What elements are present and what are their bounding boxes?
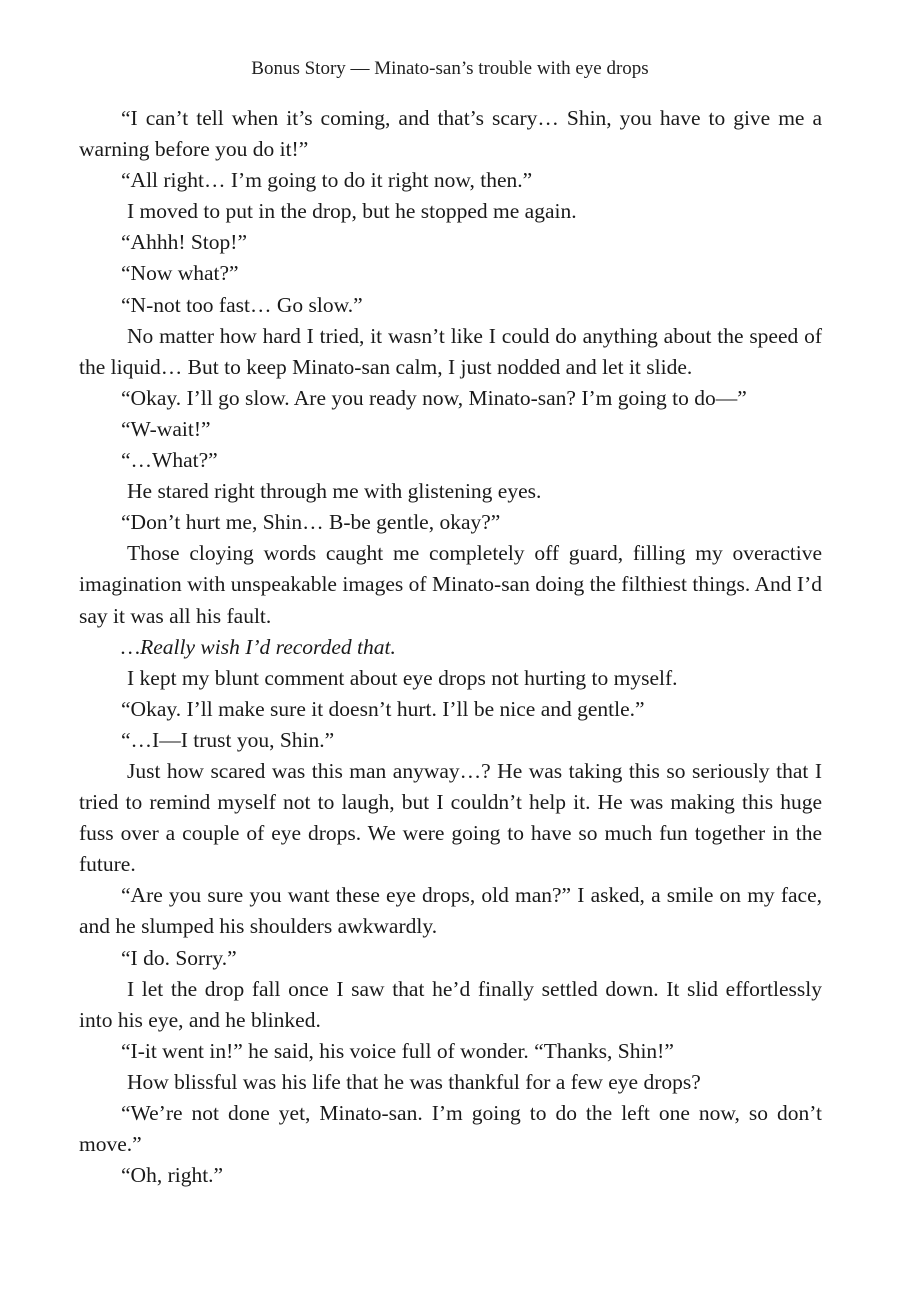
paragraph: He stared right through me with glistening eyes. bbox=[127, 479, 542, 504]
paragraph: “…What?” bbox=[121, 448, 218, 473]
paragraph: No matter how hard I tried, it wasn’t like I could do anything about the speed of the liquid… But to keep Minato-san calm, I just nodded and let it slide. bbox=[79, 323, 822, 379]
paragraph: “I do. Sorry.” bbox=[121, 945, 237, 970]
paragraph: “Okay. I’ll go slow. Are you ready now, Minato-san? I’m going to do—” bbox=[121, 385, 747, 410]
paragraph: “Okay. I’ll make sure it doesn’t hurt. I’ll be nice and gentle.” bbox=[121, 696, 645, 721]
paragraph: Those cloying words caught me completely off guard, filling my overactive imagination with unspeakable images of Minato-san doing the filthiest things. And I’d say it was all his fault. bbox=[79, 541, 822, 628]
paragraph: “…I—I trust you, Shin.” bbox=[121, 727, 335, 752]
paragraph: “Now what?” bbox=[121, 261, 239, 286]
paragraph: “Oh, right.” bbox=[121, 1163, 224, 1188]
paragraph: I moved to put in the drop, but he stopped me again. bbox=[127, 199, 577, 224]
paragraph: “Are you sure you want these eye drops, old man?” I asked, a smile on my face, and he slumped his shoulders awkwardly. bbox=[79, 883, 822, 939]
paragraph: I let the drop fall once I saw that he’d finally settled down. It slid effortlessly into his eye, and he blinked. bbox=[79, 976, 822, 1032]
paragraph: “W-wait!” bbox=[121, 416, 211, 441]
paragraph: I kept my blunt comment about eye drops not hurting to myself. bbox=[127, 665, 678, 690]
paragraph: “All right… I’m going to do it right now, then.” bbox=[121, 168, 533, 193]
italic-thought: …Really wish I’d recorded that. bbox=[121, 634, 396, 659]
paragraph: “N-not too fast… Go slow.” bbox=[121, 292, 363, 317]
paragraph: “I-it went in!” he said, his voice full of wonder. “Thanks, Shin!” bbox=[121, 1038, 674, 1063]
paragraph: How blissful was his life that he was thankful for a few eye drops? bbox=[127, 1069, 701, 1094]
paragraph: “Don’t hurt me, Shin… B-be gentle, okay?” bbox=[121, 510, 501, 535]
paragraph: Just how scared was this man anyway…? He was taking this so seriously that I tried to remind myself not to laugh, but I couldn’t help it. He was making this huge fuss over a couple of eye drops. We were going to have so much fun together in the future. bbox=[79, 758, 822, 877]
paragraph: “I can’t tell when it’s coming, and that’s scary… Shin, you have to give me a warning before you do it!” bbox=[79, 106, 822, 162]
paragraph: “We’re not done yet, Minato-san. I’m going to do the left one now, so don’t move.” bbox=[79, 1101, 822, 1157]
paragraph: “Ahhh! Stop!” bbox=[121, 230, 247, 255]
body-text bbox=[79, 103, 822, 1191]
running-header: Bonus Story — Minato-san’s trouble with eye drops bbox=[251, 58, 649, 79]
